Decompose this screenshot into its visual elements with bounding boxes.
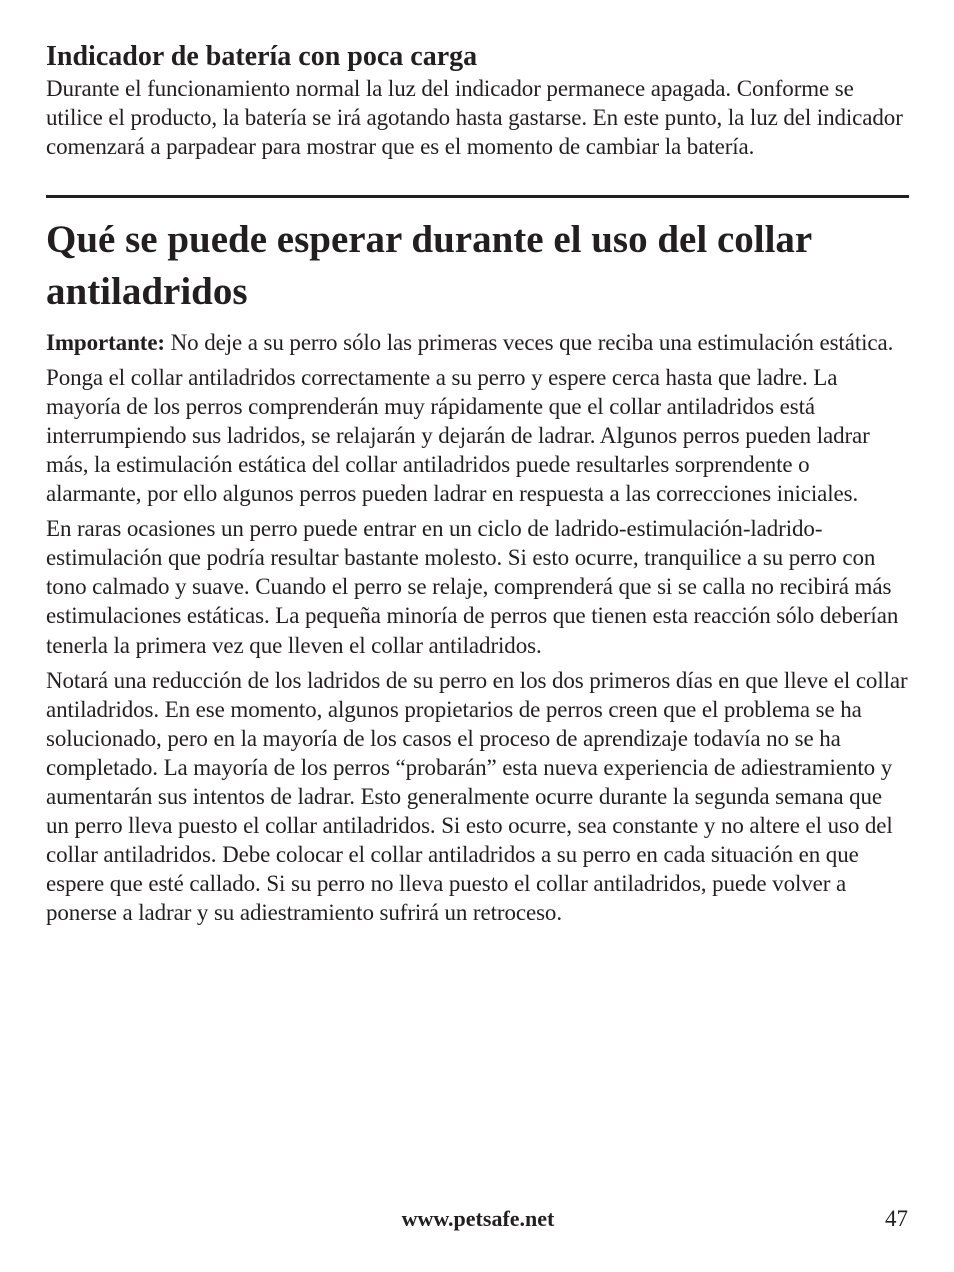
page-number: 47 [885,1206,908,1231]
manual-page [46,40,910,933]
paragraph-3: Notará una reducción de los ladridos de su perro en los dos primeros días en que lleve el collar antiladridos. En ese momento, algunos propietarios de perros creen que el problema se ha solucionado, pero en la mayoría de los casos el proceso de aprendizaje todavía no se ha completado. La mayoría de los perros “probarán” esta nueva experiencia de adiestramiento y aumentarán sus intentos de ladrar. Esto generalmente ocurre durante la segunda semana que un perro lleva puesto el collar antiladridos. Si esto ocurre, sea constante y no altere el uso del collar antiladridos. Debe colocar el collar antiladridos a su perro en cada situación en que espere que esté callado. Si su perro no lleva puesto el collar antiladridos, puede volver a ponerse a ladrar y su adiestramiento sufrirá un retroceso. [46,667,908,926]
important-text: No deje a su perro sólo las primeras veces que reciba una estimulación estática. [165,329,894,355]
paragraph-1: Ponga el collar antiladridos correctamente a su perro y espere cerca hasta que ladre. La mayoría de los perros comprenderán muy rápidamente que el collar antiladridos está interrumpiendo sus ladridos, se relajarán y dejarán de ladrar. Algunos perros pueden ladrar más, la estimulación estática del collar antiladridos puede resultarles sorprendente o alarmante, por ello algunos perros pueden ladrar en respuesta a las correcciones iniciales. [46,364,870,507]
paragraph-2: En raras ocasiones un perro puede entrar en un ciclo de ladrido-estimulación-ladrido-estimulación que podría resultar bastante molesto. Si esto ocurre, tranquilice a su perro con tono calmado y suave. Cuando el perro se relaje, comprenderá que si se calla no recibirá más estimulaciones estáticas. La pequeña minoría de perros que tienen esta reacción sólo deberían tenerla la primera vez que lleven el collar antiladridos. [46,516,899,658]
page-footer [46,1200,910,1240]
battery-indicator-text: Durante el funcionamiento normal la luz del indicador permanece apagada. Conforme se utilice el producto, la batería se irá agotando hasta gastarse. En este punto, la luz del indicador comenzará a parpadear para mostrar que es el momento de cambiar la batería. [46,76,903,160]
website-url: www.petsafe.net [401,1206,555,1231]
battery-indicator-heading: Indicador de batería con poca carga [46,41,478,72]
important-label: Importante: [46,329,165,355]
important-note [46,328,910,357]
main-heading: Qué se puede esperar durante el uso del collar antiladridos [46,217,812,313]
section-divider [46,195,909,198]
